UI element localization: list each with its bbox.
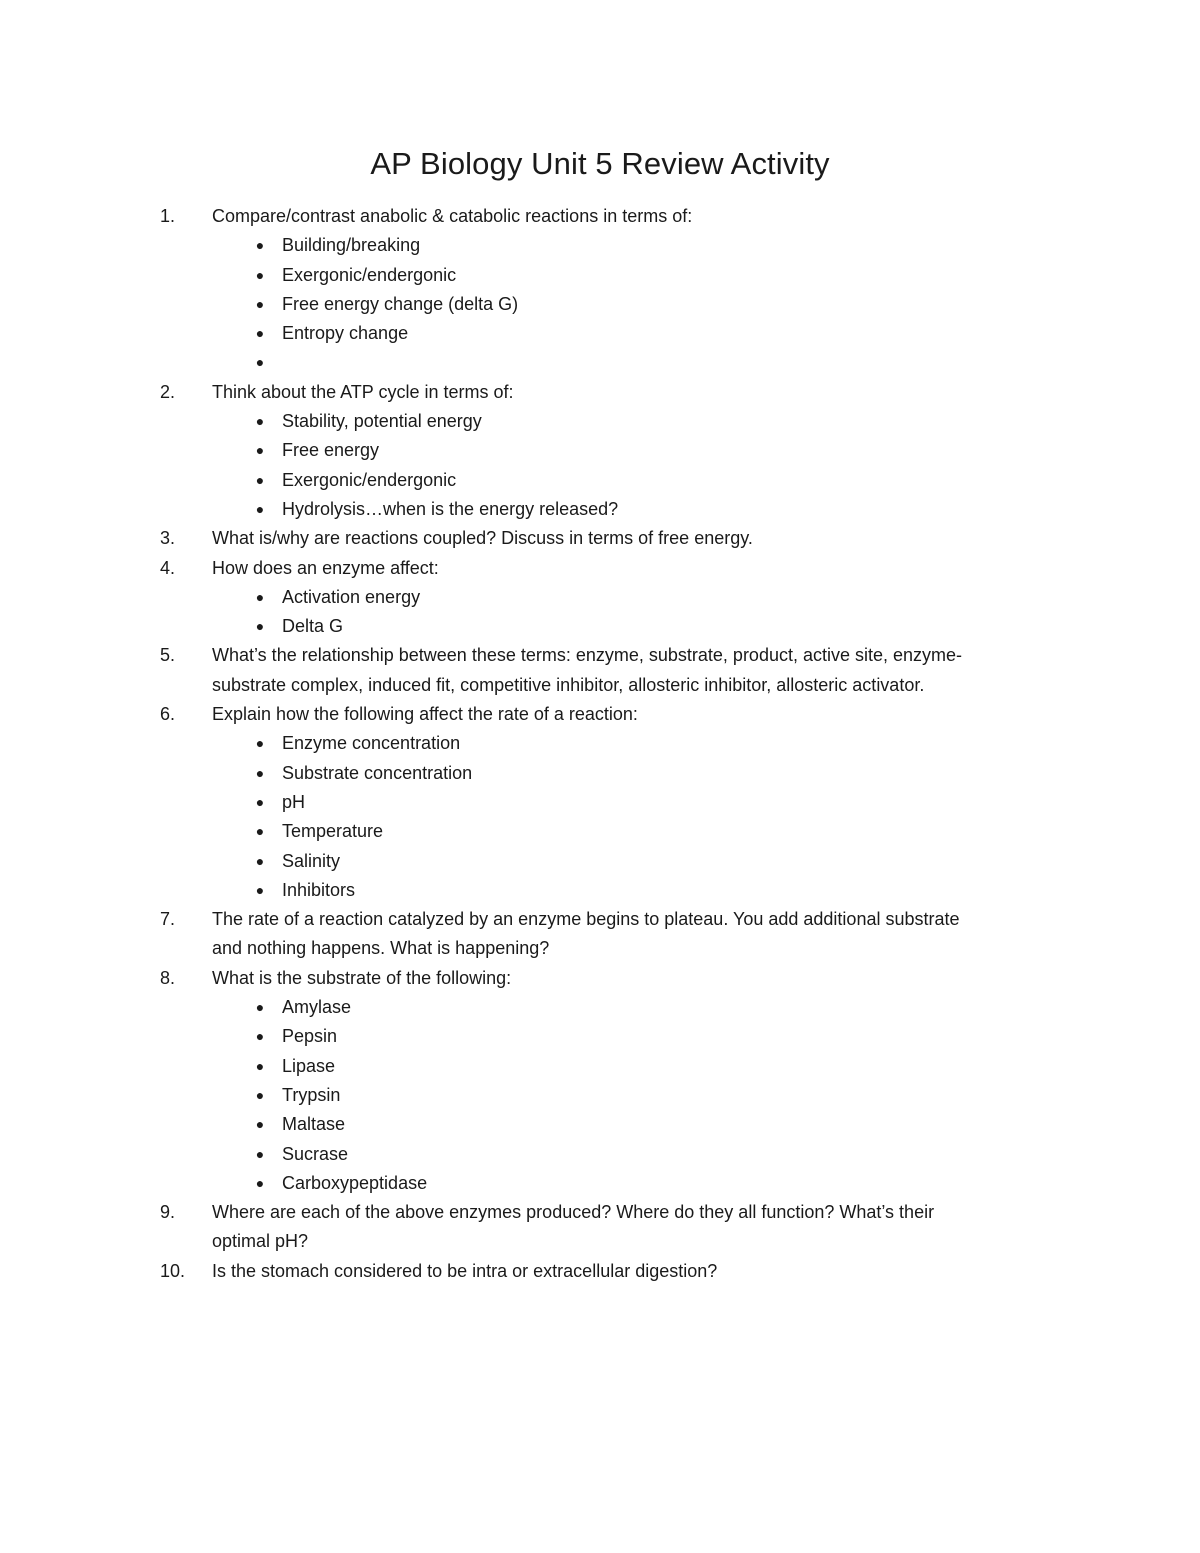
bullet-item bbox=[0, 466, 1200, 495]
bullet-icon: ● bbox=[255, 500, 265, 517]
question-text: Where are each of the above enzymes produced? Where do they all function? What’s their bbox=[212, 1202, 935, 1223]
bullet-icon: ● bbox=[255, 618, 265, 635]
question-text: How does an enzyme affect: bbox=[212, 557, 439, 578]
bullet-text: Stability, potential energy bbox=[282, 411, 482, 432]
bullet-icon: ● bbox=[255, 852, 265, 869]
bullet-item bbox=[0, 261, 1200, 290]
bullet-text: Activation energy bbox=[282, 586, 421, 607]
question-text: What’s the relationship between these terms: enzyme, substrate, product, active site, enzyme- bbox=[212, 645, 963, 666]
question-text: optimal pH? bbox=[212, 1231, 309, 1252]
question-number: 8. bbox=[160, 967, 176, 988]
bullet-icon: ● bbox=[255, 442, 265, 459]
bullet-text: Amylase bbox=[282, 997, 352, 1018]
bullet-item bbox=[0, 1110, 1200, 1139]
question-text: substrate complex, induced fit, competitive inhibitor, allosteric inhibitor, allosteric activator. bbox=[212, 674, 925, 695]
bullet-item bbox=[0, 1022, 1200, 1051]
bullet-text: Salinity bbox=[282, 850, 341, 871]
bullet-text: Sucrase bbox=[282, 1143, 349, 1164]
bullet-icon: ● bbox=[255, 266, 265, 283]
bullet-text: Substrate concentration bbox=[282, 762, 473, 783]
question-line bbox=[0, 934, 1200, 963]
bullet-text: Building/breaking bbox=[282, 235, 421, 256]
bullet-icon: ● bbox=[255, 1057, 265, 1074]
bullet-item bbox=[0, 583, 1200, 612]
bullet-icon: ● bbox=[255, 1028, 265, 1045]
question-number: 2. bbox=[160, 381, 176, 402]
question-line bbox=[0, 378, 1200, 407]
bullet-icon: ● bbox=[255, 881, 265, 898]
bullet-item bbox=[0, 1081, 1200, 1110]
question-number: 9. bbox=[160, 1202, 176, 1223]
question-text: Is the stomach considered to be intra or extracellular digestion? bbox=[212, 1260, 718, 1281]
bullet-text: Lipase bbox=[282, 1055, 336, 1076]
question-number: 7. bbox=[160, 909, 176, 930]
question-text: and nothing happens. What is happening? bbox=[212, 938, 550, 959]
question-line bbox=[0, 554, 1200, 583]
question-line bbox=[0, 202, 1200, 231]
question-line bbox=[0, 671, 1200, 700]
bullet-icon: ● bbox=[255, 354, 265, 371]
bullet-icon: ● bbox=[255, 295, 265, 312]
bullet-text: Maltase bbox=[282, 1114, 346, 1135]
bullet-icon: ● bbox=[255, 764, 265, 781]
bullet-icon: ● bbox=[255, 1086, 265, 1103]
bullet-item bbox=[0, 407, 1200, 436]
bullet-text: Pepsin bbox=[282, 1026, 338, 1047]
bullet-text: Free energy change (delta G) bbox=[282, 293, 519, 314]
bullet-icon: ● bbox=[255, 823, 265, 840]
bullet-item bbox=[0, 348, 1200, 377]
bullet-icon: ● bbox=[255, 735, 265, 752]
bullet-item bbox=[0, 1169, 1200, 1198]
bullet-icon: ● bbox=[255, 237, 265, 254]
bullet-item bbox=[0, 876, 1200, 905]
question-number: 6. bbox=[160, 704, 176, 725]
bullet-icon: ● bbox=[255, 471, 265, 488]
bullet-icon: ● bbox=[255, 1116, 265, 1133]
question-text: Compare/contrast anabolic & catabolic reactions in terms of: bbox=[212, 206, 693, 226]
question-text: The rate of a reaction catalyzed by an enzyme begins to plateau. You add additional substrate bbox=[212, 909, 960, 930]
question-line bbox=[0, 700, 1200, 729]
question-number: 1. bbox=[160, 206, 176, 226]
bullet-text: Carboxypeptidase bbox=[282, 1172, 428, 1193]
bullet-item bbox=[0, 612, 1200, 641]
question-text: What is the substrate of the following: bbox=[212, 967, 512, 988]
bullet-text: Hydrolysis…when is the energy released? bbox=[282, 498, 619, 519]
bullet-text: pH bbox=[282, 791, 306, 812]
bullet-item bbox=[0, 290, 1200, 319]
bullet-item bbox=[0, 759, 1200, 788]
bullet-item bbox=[0, 817, 1200, 846]
question-text: Think about the ATP cycle in terms of: bbox=[212, 381, 514, 402]
document-title: AP Biology Unit 5 Review Activity bbox=[370, 146, 830, 181]
bullet-text: Inhibitors bbox=[282, 879, 356, 900]
bullet-icon: ● bbox=[255, 1145, 265, 1162]
question-line bbox=[0, 524, 1200, 553]
question-number: 5. bbox=[160, 645, 176, 666]
bullet-text: Exergonic/endergonic bbox=[282, 264, 457, 285]
bullet-item bbox=[0, 1052, 1200, 1081]
bullet-text: Exergonic/endergonic bbox=[282, 469, 457, 490]
bullet-item bbox=[0, 436, 1200, 465]
bullet-text: Entropy change bbox=[282, 323, 409, 344]
question-line bbox=[0, 1227, 1200, 1256]
question-text: Explain how the following affect the rate of a reaction: bbox=[212, 704, 638, 725]
question-list bbox=[0, 202, 1200, 1286]
bullet-item bbox=[0, 847, 1200, 876]
bullet-item bbox=[0, 319, 1200, 348]
question-line bbox=[0, 641, 1200, 670]
bullet-icon: ● bbox=[255, 999, 265, 1016]
bullet-icon: ● bbox=[255, 588, 265, 605]
bullet-item bbox=[0, 1140, 1200, 1169]
bullet-item bbox=[0, 231, 1200, 260]
question-number: 3. bbox=[160, 528, 176, 549]
bullet-icon: ● bbox=[255, 325, 265, 342]
bullet-item bbox=[0, 993, 1200, 1022]
question-line bbox=[0, 1198, 1200, 1227]
bullet-text: Trypsin bbox=[282, 1084, 341, 1105]
bullet-text: Enzyme concentration bbox=[282, 733, 461, 754]
question-line bbox=[0, 905, 1200, 934]
question-number: 10. bbox=[160, 1260, 186, 1281]
bullet-item bbox=[0, 495, 1200, 524]
question-line bbox=[0, 964, 1200, 993]
bullet-item bbox=[0, 788, 1200, 817]
question-number: 4. bbox=[160, 557, 176, 578]
question-text: What is/why are reactions coupled? Discuss in terms of free energy. bbox=[212, 528, 753, 549]
question-line bbox=[0, 1257, 1200, 1286]
bullet-text: Delta G bbox=[282, 616, 344, 637]
bullet-text: Free energy bbox=[282, 440, 380, 461]
bullet-item bbox=[0, 729, 1200, 758]
bullet-icon: ● bbox=[255, 1174, 265, 1191]
bullet-text: Temperature bbox=[282, 821, 384, 842]
bullet-icon: ● bbox=[255, 413, 265, 430]
bullet-icon: ● bbox=[255, 793, 265, 810]
